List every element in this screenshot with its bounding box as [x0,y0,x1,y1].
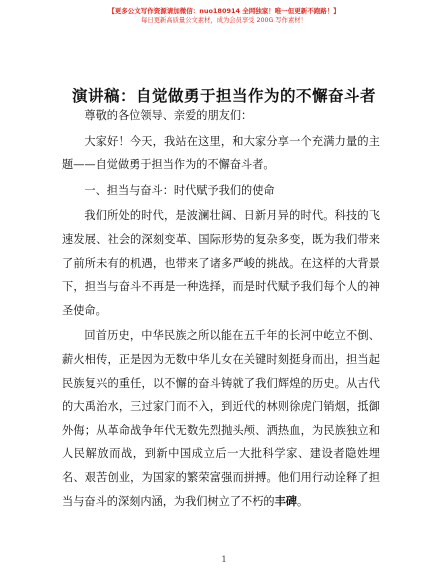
promo-banner [0,6,448,26]
body-paragraph-1: 我们所处的时代，是波澜壮阔、日新月异的时代。科技的飞速发展、社会的深刻变革、国际形势的复杂多变，既为我们带来了前所未有的机遇，也带来了诸多严峻的挑战。在这样的大背景下，担当与奋斗不再是一种选择，而是时代赋予我们每个人的神圣使命。 [62,209,380,317]
page-number: 1 [221,555,227,564]
salutation: 尊敬的各位领导、亲爱的朋友们： [84,109,253,122]
intro-paragraph: 大家好！今天，我站在这里，和大家分享一个充满力量的主题——自觉做勇于担当作为的不懈奋斗者。 [62,134,380,172]
paragraph-2-text: 回首历史，中华民族之所以能在五千年的长河中屹立不倒、薪火相传，正是因为无数中华儿女在关键时刻挺身而出，担当起民族复兴的重任，以不懈的奋斗铸就了我们辉煌的历史。从古代的大禹治水，三过家门而不入，到近代的林则徐虎门销烟，抵御外侮；从革命战争年代无数先烈抛头颅、洒热血，为民族独立和人民解放而战，到新中国成立后一大批科学家、建设者隐姓埋名、艰苦创业，为国家的繁荣富强而拼搏。他们用行动诠释了担当与奋斗的深刻内涵，为我们树立了不朽的 [62,329,380,508]
banner-line-1: 【更多公文写作资源请加微信：nuo180914 全网独家！唯一但更新不跑路！】 [108,7,340,15]
section-heading-1: 一、担当与奋斗：时代赋予我们的使命 [84,183,275,197]
paragraph-2-end: 。 [296,494,309,508]
body-paragraph-2 [62,324,380,513]
document-title: 演讲稿：自觉做勇于担当作为的不懈奋斗者 [71,87,376,105]
paragraph-2-bold-text: 丰碑 [274,494,297,508]
document-body [62,104,380,513]
banner-line-2: 每日更新高质量公文素材，成为会员享受 200G 写作素材！ [141,17,307,24]
